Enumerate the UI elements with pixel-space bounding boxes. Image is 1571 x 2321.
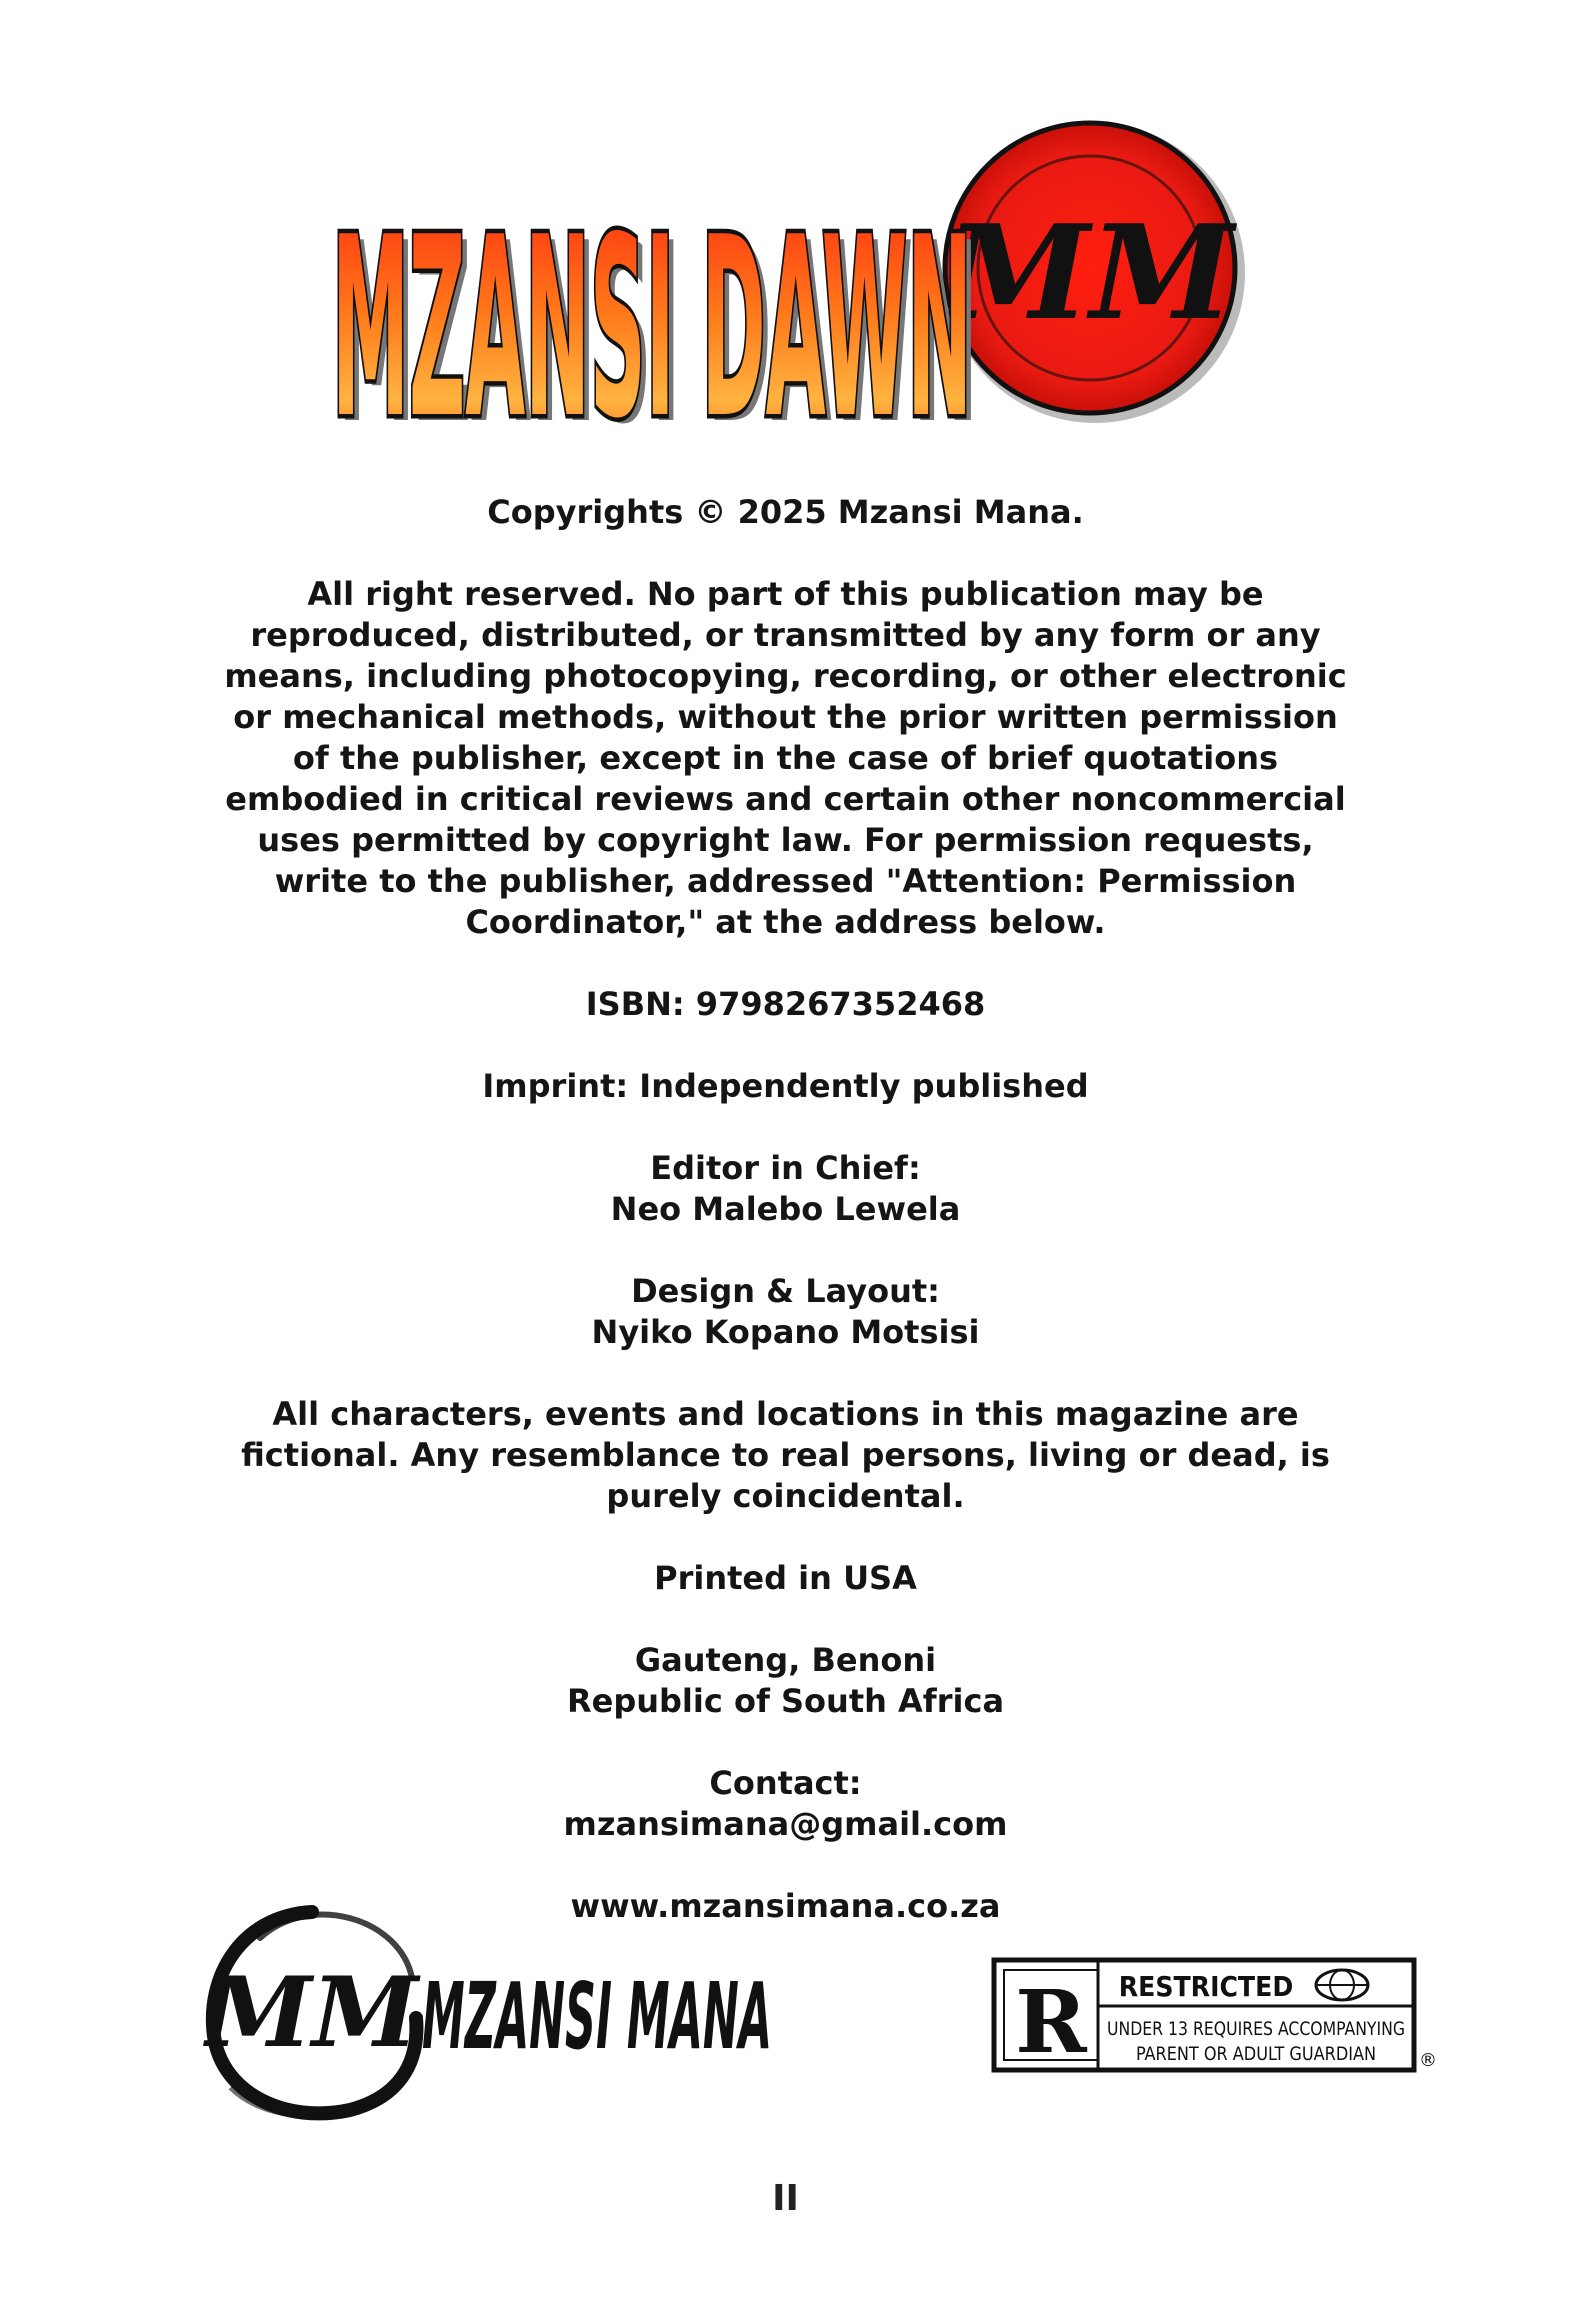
rating-title: RESTRICTED bbox=[1118, 1970, 1294, 2003]
rating-badge bbox=[990, 1956, 1440, 2076]
logo-emblem bbox=[942, 123, 1245, 423]
publisher-emblem: MM bbox=[205, 1956, 419, 2069]
copyright-page-text bbox=[200, 492, 1371, 1968]
logo-title: MZANSI DAWN bbox=[332, 185, 972, 438]
registered-mark: ® bbox=[1419, 2050, 1437, 2071]
copyright-line: Copyrights © 2025 Mzansi Mana. bbox=[487, 493, 1084, 531]
disclaimer: All characters, events and locations in this magazine are fictional. Any resemblance to real persons, living or dead, is purely coincidental. bbox=[241, 1395, 1330, 1515]
rating-line1: UNDER 13 REQUIRES ACCOMPANYING bbox=[1107, 2018, 1405, 2040]
contact-label: Contact: bbox=[709, 1764, 862, 1802]
contact-block bbox=[200, 1763, 1371, 1845]
svg-text:MM: MM bbox=[946, 196, 1234, 349]
mzansi-dawn-logo bbox=[320, 118, 1250, 438]
imprint: Imprint: Independently published bbox=[482, 1067, 1089, 1105]
address-line2: Republic of South Africa bbox=[566, 1682, 1005, 1720]
rating-line2: PARENT OR ADULT GUARDIAN bbox=[1136, 2043, 1376, 2065]
printed-in: Printed in USA bbox=[654, 1559, 917, 1597]
editor-name: Neo Malebo Lewela bbox=[610, 1190, 961, 1228]
rating-letter: R bbox=[1015, 1972, 1087, 2073]
mzansi-mana-logo bbox=[200, 1898, 780, 2128]
publisher-name: MZANSI MANA bbox=[422, 1963, 772, 2070]
design-name: Nyiko Kopano Motsisi bbox=[591, 1313, 980, 1351]
website-link[interactable]: www.mzansimana.co.za bbox=[570, 1887, 1001, 1925]
isbn: ISBN: 9798267352468 bbox=[585, 985, 986, 1023]
rights-paragraph: All right reserved. No part of this publication may be reproduced, distributed, or transmitted by any form or any means, including photocopying, recording, or other electronic or mechanical methods, without the prior written permission of the publisher, except in the case of brief quotations embodied in critical reviews and certain other noncommercial uses permitted by copyright law. For permission requests, write to the publisher, addressed "Attention: Permission Coordinator," at the address below. bbox=[224, 575, 1347, 941]
contact-email[interactable]: mzansimana@gmail.com bbox=[563, 1805, 1008, 1843]
address-block bbox=[200, 1640, 1371, 1722]
design-label: Design & Layout: bbox=[631, 1272, 940, 1310]
design-block bbox=[200, 1271, 1371, 1353]
svg-text:MZANSI DAWN: MZANSI DAWN bbox=[338, 191, 978, 438]
editor-block bbox=[200, 1148, 1371, 1230]
editor-label: Editor in Chief: bbox=[650, 1149, 921, 1187]
address-line1: Gauteng, Benoni bbox=[634, 1641, 937, 1679]
page-number: II bbox=[772, 2178, 799, 2219]
